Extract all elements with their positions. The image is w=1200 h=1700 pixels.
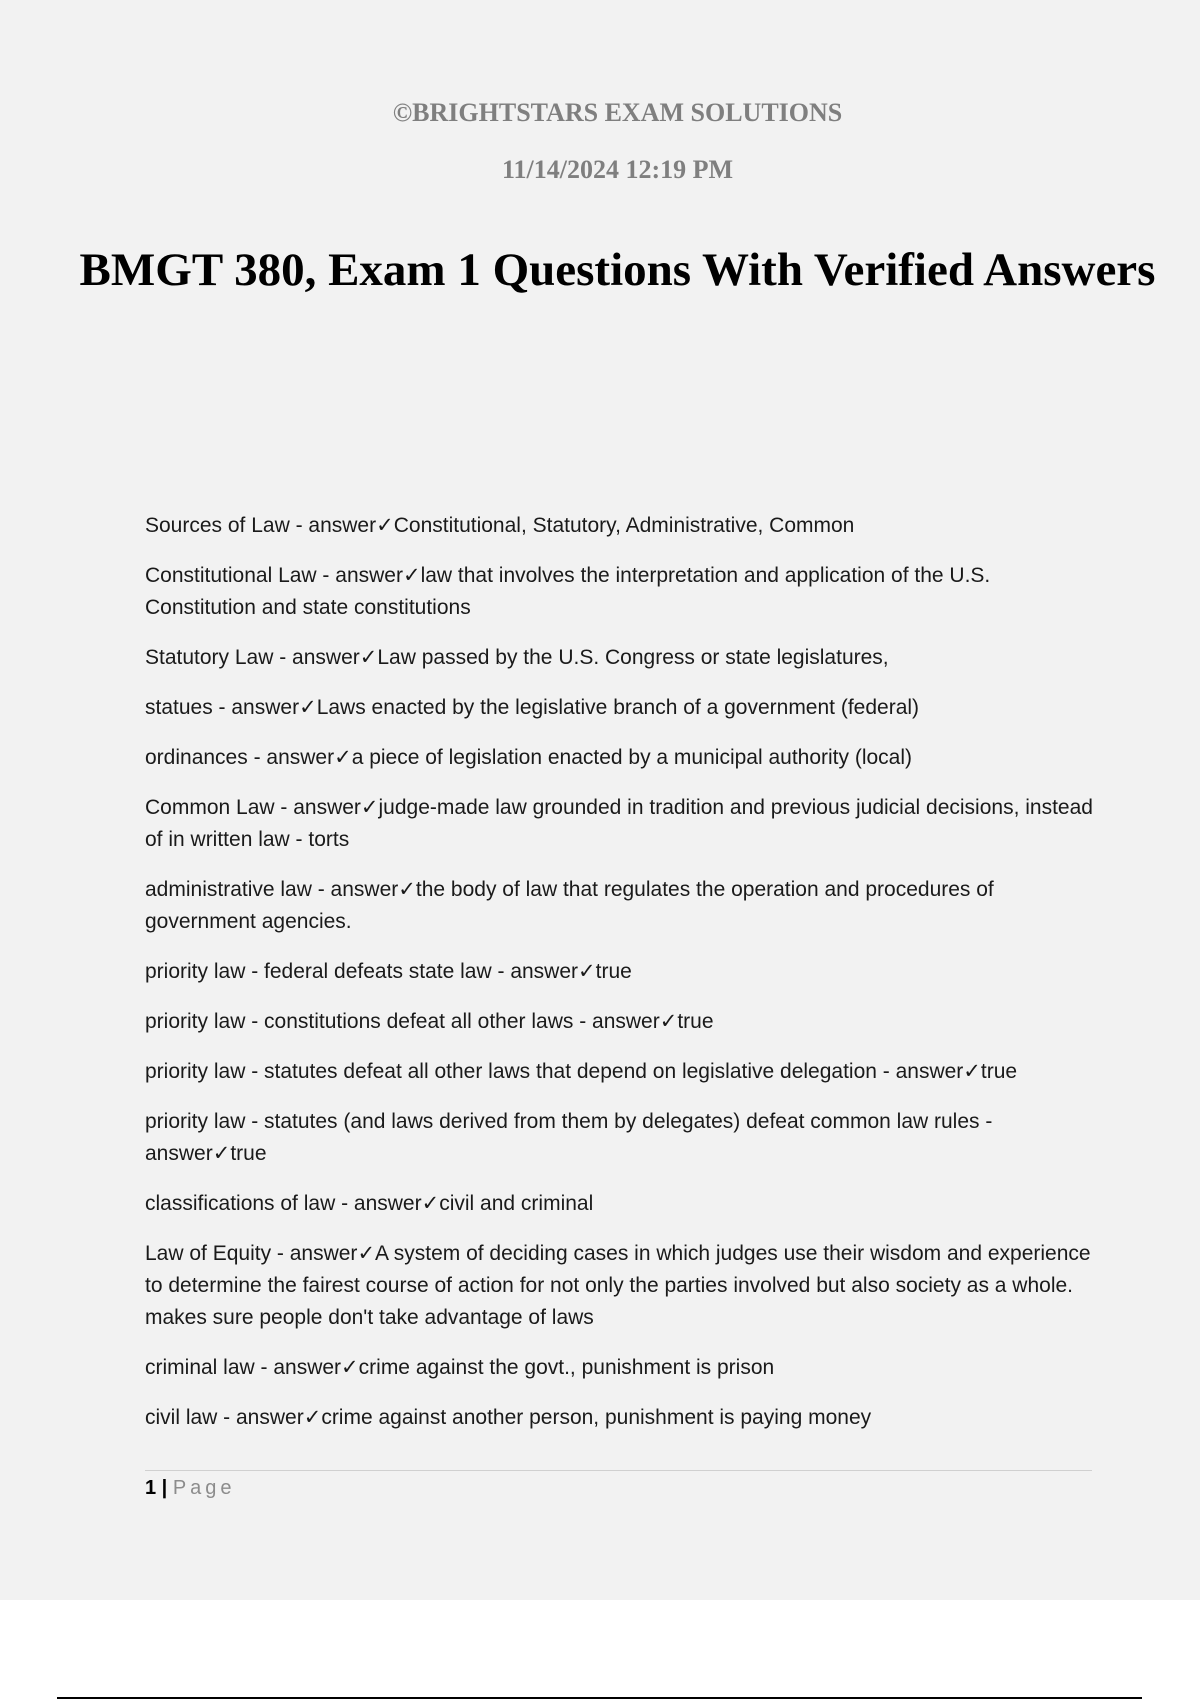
answer-text: judge-made law grounded in tradition and previous judicial decisions, instead of in written law - torts	[145, 796, 1093, 851]
answer-text: true	[980, 1060, 1018, 1083]
answer-text: a piece of legislation enacted by a municipal authority (local)	[351, 746, 913, 769]
answer-text: the body of law that regulates the operation and procedures of government agencies.	[145, 878, 994, 933]
checkmark-icon: ✓	[963, 1060, 981, 1083]
checkmark-icon: ✓	[212, 1142, 231, 1165]
qa-item	[145, 1006, 1095, 1038]
answer-text: A system of deciding cases in which judges use their wisdom and experience to determine the fairest course of action for not only the parties involved but also society as a whole. makes sure people don't take advantage of laws	[145, 1242, 1091, 1329]
qa-item	[145, 792, 1095, 856]
checkmark-icon: ✓	[398, 878, 416, 901]
document-header	[0, 98, 1200, 185]
checkmark-icon: ✓	[578, 960, 596, 983]
checkmark-icon: ✓	[303, 1406, 322, 1429]
question-text: civil law - answer	[145, 1406, 304, 1429]
page-label: Page	[172, 1477, 236, 1499]
checkmark-icon: ✓	[341, 1356, 359, 1379]
answer-text: Law passed by the U.S. Congress or state legislatures,	[377, 646, 889, 669]
answer-text: true	[677, 1010, 714, 1033]
qa-item	[145, 956, 1095, 988]
qa-item	[145, 510, 1095, 542]
question-text: priority law - federal defeats state law - answer	[145, 960, 579, 983]
answer-text: crime against the govt., punishment is prison	[358, 1356, 775, 1379]
qa-item	[145, 1352, 1095, 1384]
answer-text: civil and criminal	[439, 1192, 594, 1215]
bottom-divider	[57, 1697, 1142, 1699]
question-text: priority law - constitutions defeat all other laws - answer	[145, 1010, 660, 1033]
copyright-line: ©BRIGHTSTARS EXAM SOLUTIONS	[392, 98, 843, 127]
answer-text: true	[595, 960, 632, 983]
answer-text: Constitutional, Statutory, Administrative, Common	[393, 514, 855, 537]
qa-item	[145, 1402, 1095, 1434]
document-title: BMGT 380, Exam 1 Questions With Verified Answers	[79, 244, 1156, 296]
checkmark-icon: ✓	[360, 796, 379, 819]
page-footer	[145, 1476, 236, 1500]
qa-item	[145, 1238, 1095, 1334]
qa-item	[145, 742, 1095, 774]
answer-text: law that involves the interpretation and application of the U.S. Constitution and state constitutions	[145, 564, 991, 619]
question-text: Sources of Law - answer	[145, 514, 377, 537]
qa-item	[145, 642, 1095, 674]
checkmark-icon: ✓	[299, 696, 317, 719]
checkmark-icon: ✓	[421, 1192, 440, 1215]
qa-item	[145, 1056, 1095, 1088]
checkmark-icon: ✓	[402, 564, 421, 587]
answer-text: true	[230, 1142, 267, 1165]
answer-text: Laws enacted by the legislative branch of a government (federal)	[316, 696, 920, 719]
timestamp-line: 11/14/2024 12:19 PM	[501, 155, 734, 184]
checkmark-icon: ✓	[334, 746, 352, 769]
question-text: priority law - statutes defeat all other laws that depend on legislative delegation - answer	[145, 1060, 964, 1083]
question-text: priority law - statutes (and laws derived from them by delegates) defeat common law rules - answer	[145, 1110, 993, 1165]
qa-item	[145, 1188, 1095, 1220]
question-text: criminal law - answer	[145, 1356, 342, 1379]
page-number: 1	[145, 1477, 157, 1499]
checkmark-icon: ✓	[659, 1010, 678, 1033]
question-text: Constitutional Law - answer	[145, 564, 403, 587]
qa-item	[145, 874, 1095, 938]
checkmark-icon: ✓	[357, 1242, 376, 1265]
qa-item	[145, 1106, 1095, 1170]
question-text: ordinances - answer	[145, 746, 335, 769]
question-text: Law of Equity - answer	[145, 1242, 358, 1265]
qa-item	[145, 560, 1095, 624]
footer-divider	[145, 1470, 1092, 1471]
qa-item	[145, 692, 1095, 724]
footer-separator: |	[156, 1477, 173, 1499]
checkmark-icon: ✓	[376, 514, 394, 537]
question-text: administrative law - answer	[145, 878, 399, 901]
question-text: Statutory Law - answer	[145, 646, 360, 669]
question-text: Common Law - answer	[145, 796, 361, 819]
question-text: classifications of law - answer	[145, 1192, 422, 1215]
checkmark-icon: ✓	[359, 646, 378, 669]
answer-text: crime against another person, punishment is paying money	[321, 1406, 872, 1429]
question-text: statues - answer	[145, 696, 300, 719]
qa-list	[145, 510, 1095, 1452]
